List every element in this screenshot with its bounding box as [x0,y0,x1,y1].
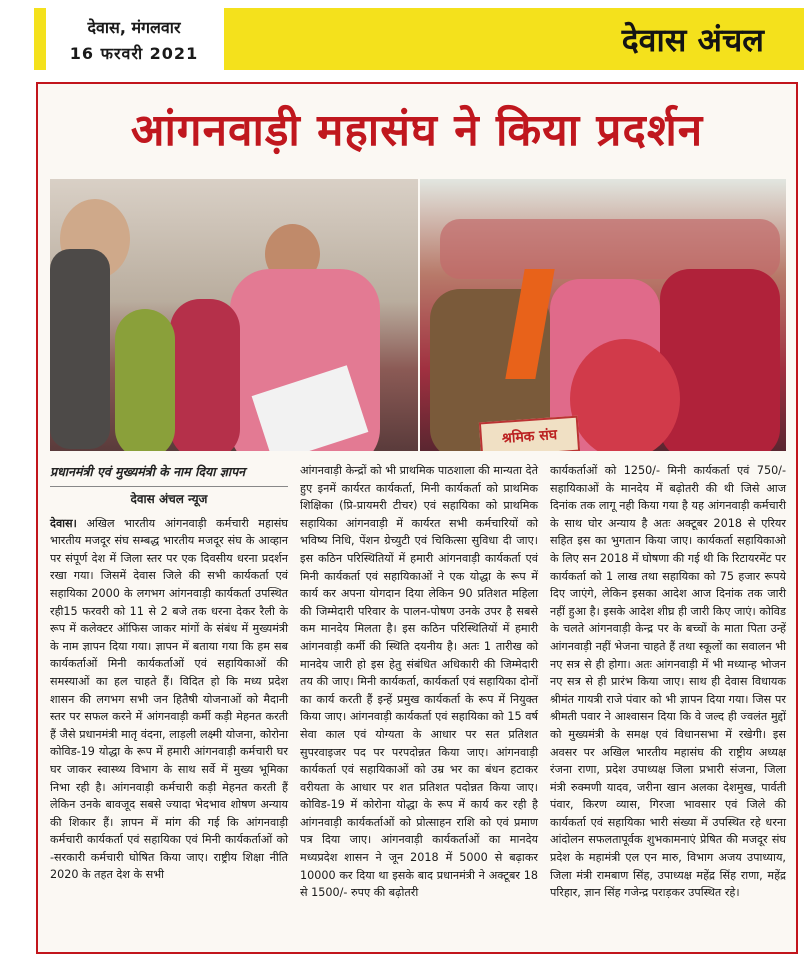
column-2-text: आंगनवाड़ी केन्द्रों को भी प्राथमिक पाठशाला की मान्यता देते हुए इनमें कार्यरत कार्यकर्ता, मिनी कार्यकर्ता को प्राथमिक शिक्षिका (प्रि-प्रायमरी टीचर) एवं सहायिका को प्राथमिक सहायिका आंगनवाड़ी में कार्यरत सभी कर्मचारियों को भविष्य निधि, पेंशन ग्रेच्युटी एवं चिकित्सा सुविधा दी जाए। इस कठिन परिस्थितियों में हमारी आंगनवाड़ी कार्यकर्ता एवं मिनी कार्यकर्ता एवं सहायिकाओं ने एक योद्धा के रूप में कार्य कर अपना योगदान दिया लेकिन 90 प्रतिशत महिला की जिम्मेदारी परिवार के पालन-पोषण उनके उपर है सबसे कम मानदेय मिलता है। इस कठिन परिस्थितियों में हमारी आंगनवाड़ी कर्मी की स्थिति दयनीय है। अतः 1 तारीख को मानदेय जारी हो इस हेतु संबंधित अधिकारी की जिम्मेदारी तय की जाए। मिनी कार्यकर्ता, कार्यकर्ता एवं सहायिका दोनों का कार्य करती हैं इन्हें प्रमुख कार्यकर्ता के रूप में नियुक्त किया जाए। आंगनवाड़ी कार्यकर्ता एवं सहायिका को 15 वर्ष सेवा काल एवं योग्यता के आधार पर सत प्रतिशत सुपरवाइजर पद पर परपदोन्नत किया जाए। आंगनवाड़ी कार्यकर्ता एवं सहायिकाओं को उम्र भर का बंधन हटाकर वरीयता के आधार पर शत प्रतिशत पदोन्नत किया जाए। कोविड-19 में कोरोना योद्धा के रूप में कार्य कर रही है आंगनवाड़ी कार्यकर्ताओं को प्रोत्साहन राशि को एवं प्रमाण पत्र दिया जाए। आंगनवाड़ी कार्यकर्ताओं का मानदेय मध्यप्रदेश शासन ने जून 2018 में 5000 से बढ़ाकर 10000 कर दिया था इसके बाद प्रधानमंत्री ने अक्टूबर 18 से 1500/- रुपए की बढ़ोतरी [300,464,538,900]
section-title: देवास अंचल [621,21,764,59]
article-frame [36,82,798,954]
dateline-city-day: देवास, मंगलवार [87,18,181,37]
article-byline: देवास अंचल न्यूज [130,492,208,506]
column-1-text [50,515,288,884]
article-headline: आंगनवाड़ी महासंघ ने किया प्रदर्शन [130,105,704,156]
section-banner [224,8,804,70]
column-3-text: कार्यकर्ताओं को 1250/- मिनी कार्यकर्ता एवं 750/- सहायिकाओं के मानदेय में बढ़ोतरी की थी जिसे आज दिनांक तक लागू नही किया गया है यह आंगनवाड़ी कर्मचारी के साथ घोर अन्याय है अतः अक्टूबर 2018 से एरियर सहित इस का भुगतान किया जाए। कार्यकर्ता सहायिकाओ के लिए सन 2018 में घोषणा की गई थी कि रिटायरमेंट पर कार्यकर्ता को 1 लाख तथा सहायिका को 75 हजार रूपये दिए जाएंगे, लेकिन इसका आदेश आज दिनांक तक जारी नहीं हुआ है। इसके आदेश शीघ्र ही जारी किए जाएं। कोविड के चलते आंगनवाड़ी केन्द्र पर के बच्चों के माता पिता उन्हें आंगनवाड़ी नहीं भेजना चाहते हैं तथा स्कूलों का सवालन भी नए सत्र से ही होगा। अतः आंगनवाड़ी में भी मध्यान्ह भोजन नए सत्र से ही प्रारंभ किया जाए। साथ ही देवास विधायक श्रीमंत गायत्री राजे पंवार को भी ज्ञापन दिया गया। जिस पर श्रीमती पवार ने आश्वासन दिया कि वे जल्द ही ज्वलंत मुद्दों को मुख्यमंत्री के समक्ष एवं विधानसभा में रखेगी। इस अवसर पर अखिल भारतीय महासंघ की राष्ट्रीय अध्यक्ष रंजना राणा, प्रदेश उपाध्यक्ष जिला प्रभारी संजना, जिला मंत्री रुक्मणी यादव, जरीना खान अलका देशमुख, पार्वती पंवार, किरण व्यास, गिरजा भावसार एवं जिले की कार्यकर्ता एवं सहायिका भारी संख्या में उपस्थित रहे धरना आंदोलन सफलतापूर्वक शुभकामनाएं प्रेषित की मजदूर संघ प्रदेश के महामंत्री एल एन मारु, विभाग अजय उपाध्याय, जिला मंत्री रामबाण सिंह, उपाध्यक्ष महेंद्र सिंह राणा, महेंद्र परिहार, ज्ञान सिंह गजेन्द्र पराड़कर उपस्थित रहे। [550,464,786,900]
photo-protest-crowd [420,179,786,451]
banner-text: श्रमिक संघ [501,427,558,447]
article-column-1 [50,462,288,884]
dateline [48,8,220,70]
article-column-2 [300,462,538,902]
column-1-body: अखिल भारतीय आंगनवाड़ी कर्मचारी महासंघ भारतीय मजदूर संघ सम्बद्ध भारतीय मजदूर संघ के आव्हान पर संपूर्ण देश में जिला स्तर पर एक दिवसीय धरना प्रदर्शन रखा गया। जिसमें देवास जिले की सभी कार्यकर्ता एवं सहायिका 2000 के लगभग आंगनवाड़ी कार्यकर्ता उपस्थित रही15 फरवरी को 11 से 2 बजे तक धरना देकर रैली के रूप में कलेक्टर ऑफिस जाकर मांगों के संबंध में मुख्यमंत्री के नाम ज्ञापन दिया गया। ज्ञापन में बताया गया कि हम सब कार्यकर्ताओं मिनी कार्यकर्ताओं एवं सहायिकाओं की समस्याओं का हल चाहते हैं। विदित हो कि मध्य प्रदेश शासन की लगभग सभी जन हितैषी योजनाओं को मैदानी स्तर पर सफल करने में आंगनवाड़ी कर्मी कड़ी मेहनत करती हैं जैसे प्रधानमंत्री मातृ वंदना, लाड़ली लक्ष्मी योजना, कोरोना कोविड-19 योद्धा के रूप में हमारी आंगनवाड़ी कर्मचारी घर घर जाकर स्वास्थ्य विभाग के साथ सर्वे में मुख्य भूमिका निभा रही है। आंगनवाड़ी कर्मचारी कड़ी मेहनत करती हैं लेकिन उनके बावजूद सबसे ज्यादा भेदभाव शोषण अन्याय की शिकार हैं। ज्ञापन में मांग की गई कि आंगनवाड़ी कर्मचारी कार्यकर्ता एवं सहायिका एवं मिनी कार्यकर्ताओं को -सरकारी कर्मचारी घोषित किया जाए। राष्ट्रीय शिक्षा नीति 2020 के तहत देश के सभी [50,516,288,882]
dateline-lead: देवास। [50,516,77,530]
photo-memorandum [50,179,418,451]
union-banner [479,416,580,451]
article-subhead: प्रधानमंत्री एवं मुख्यमंत्री के नाम दिया ज्ञापन [50,462,288,487]
article-column-3 [550,462,786,902]
yellow-bar-left [34,8,46,70]
dateline-date: 16 फरवरी 2021 [69,44,199,63]
page-header [0,0,804,75]
